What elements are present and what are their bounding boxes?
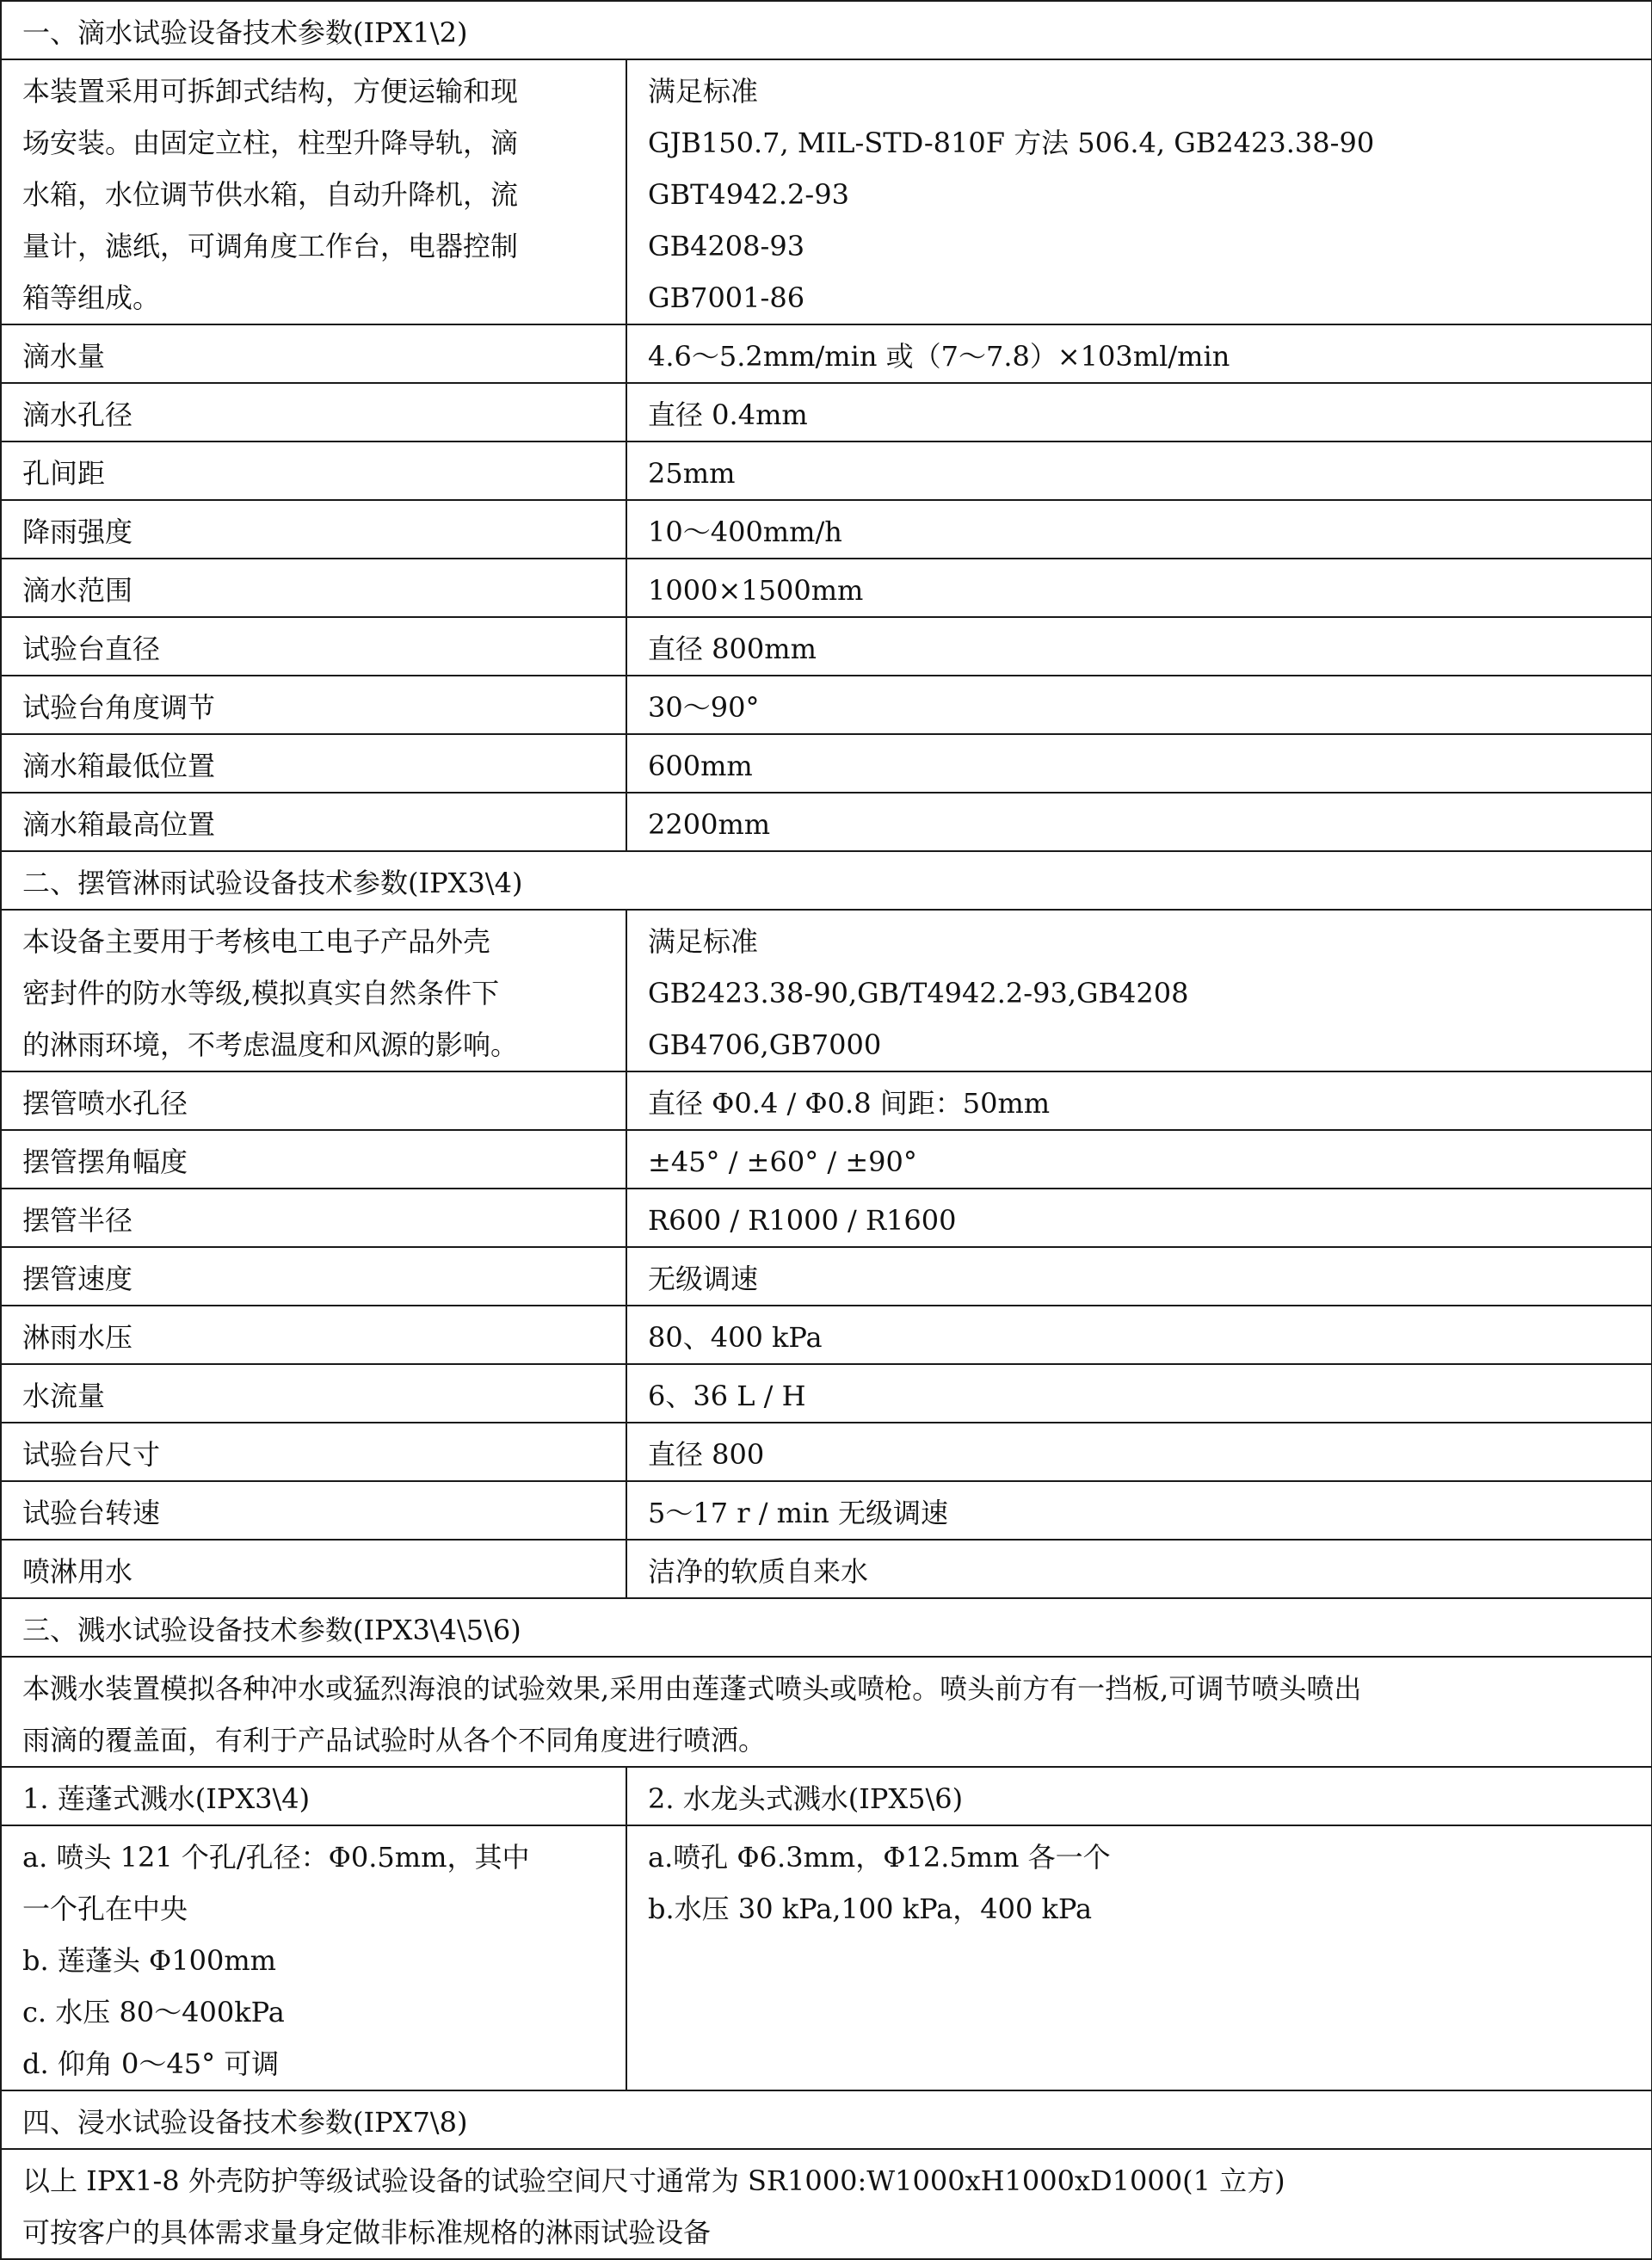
param-row: [1, 793, 1652, 851]
description-line: 的淋雨环境，不考虑温度和风源的影响。: [22, 1028, 519, 1061]
param-label: 摆管摆角幅度: [1, 1130, 626, 1189]
param-label: 滴水箱最低位置: [1, 734, 626, 793]
subsection-header-row: [1, 1767, 1652, 1825]
param-label: 试验台尺寸: [1, 1423, 626, 1481]
param-label: 水流量: [1, 1364, 626, 1423]
detail-line: b. 莲蓬头 Φ100mm: [22, 1944, 277, 1977]
param-label: 滴水孔径: [1, 383, 626, 442]
note-cell: [1, 2149, 1652, 2259]
standards-line: GB2423.38-90,GB/T4942.2-93,GB4208: [648, 977, 1189, 1010]
param-value: 5～17 r / min 无级调速: [626, 1481, 1652, 1540]
standards-cell: [626, 910, 1652, 1071]
description-cell: [1, 910, 626, 1071]
section-title: 三、溅水试验设备技术参数(IPX3\4\5\6): [1, 1598, 1652, 1657]
param-row: [1, 1423, 1652, 1481]
param-value: 无级调速: [626, 1247, 1652, 1306]
param-value: 2200mm: [626, 793, 1652, 851]
detail-line: b.水压 30 kPa,100 kPa，400 kPa: [648, 1893, 1093, 1925]
param-label: 降雨强度: [1, 500, 626, 559]
param-label: 摆管速度: [1, 1247, 626, 1306]
param-value: 25mm: [626, 442, 1652, 500]
param-value: 1000×1500mm: [626, 559, 1652, 617]
param-row: [1, 383, 1652, 442]
param-value: 4.6～5.2mm/min 或（7～7.8）×103ml/min: [626, 324, 1652, 383]
param-row: [1, 617, 1652, 676]
description-cell: [1, 59, 626, 324]
description-line: 量计，滤纸，可调角度工作台，电器控制: [22, 230, 519, 262]
description-row: [1, 1657, 1652, 1767]
param-label: 摆管半径: [1, 1189, 626, 1247]
param-value: 洁净的软质自来水: [626, 1540, 1652, 1598]
description-line: 本设备主要用于考核电工电子产品外壳: [22, 925, 491, 958]
note-row: [1, 2149, 1652, 2259]
standards-line: GB4208-93: [648, 230, 805, 262]
detail-line: a.喷孔 Φ6.3mm，Φ12.5mm 各一个: [648, 1841, 1111, 1874]
param-label: 试验台角度调节: [1, 676, 626, 734]
showerhead-details: [1, 1825, 626, 2090]
param-value: 10～400mm/h: [626, 500, 1652, 559]
section-title: 四、浸水试验设备技术参数(IPX7\8): [1, 2090, 1652, 2149]
section-header-row: [1, 1, 1652, 59]
description-line: 水箱，水位调节供水箱，自动升降机，流: [22, 178, 519, 211]
standards-cell: [626, 59, 1652, 324]
param-row: [1, 1130, 1652, 1189]
section-title: 二、摆管淋雨试验设备技术参数(IPX3\4): [1, 851, 1652, 910]
detail-line: a. 喷头 121 个孔/孔径：Φ0.5mm，其中: [22, 1841, 530, 1874]
standards-line: GB7001-86: [648, 281, 805, 314]
param-value: 80、400 kPa: [626, 1306, 1652, 1364]
param-value: 30～90°: [626, 676, 1652, 734]
param-value: 直径 800: [626, 1423, 1652, 1481]
param-value: ±45° / ±60° / ±90°: [626, 1130, 1652, 1189]
param-value: 直径 0.4mm: [626, 383, 1652, 442]
param-row: [1, 1481, 1652, 1540]
param-value: R600 / R1000 / R1600: [626, 1189, 1652, 1247]
param-label: 滴水量: [1, 324, 626, 383]
param-row: [1, 442, 1652, 500]
description-line: 本溅水装置模拟各种冲水或猛烈海浪的试验效果,采用由莲蓬式喷头或喷枪。喷头前方有一挡板,可调节喷头喷出: [22, 1672, 1362, 1705]
param-label: 孔间距: [1, 442, 626, 500]
note-line: 以上 IPX1-8 外壳防护等级试验设备的试验空间尺寸通常为 SR1000:W1000xH1000xD1000(1 立方): [22, 2164, 1285, 2197]
param-row: [1, 1247, 1652, 1306]
param-label: 喷淋用水: [1, 1540, 626, 1598]
standards-line: GBT4942.2-93: [648, 178, 849, 211]
subsection-title-showerhead: 1. 莲蓬式溅水(IPX3\4): [1, 1767, 626, 1825]
param-value: 直径 800mm: [626, 617, 1652, 676]
description-line: 场安装。由固定立柱，柱型升降导轨，滴: [22, 127, 519, 159]
description-cell: [1, 1657, 1652, 1767]
standards-line: GJB150.7, MIL-STD-810F 方法 506.4, GB2423.38-90: [648, 127, 1375, 159]
param-row: [1, 1189, 1652, 1247]
detail-line: d. 仰角 0～45° 可调: [22, 2047, 280, 2080]
standards-line: 满足标准: [648, 925, 759, 958]
param-row: [1, 1364, 1652, 1423]
param-row: [1, 734, 1652, 793]
nozzle-details: [626, 1825, 1652, 2090]
param-row: [1, 500, 1652, 559]
description-line: 箱等组成。: [22, 281, 161, 314]
description-line: 密封件的防水等级,模拟真实自然条件下: [22, 977, 500, 1010]
param-label: 滴水范围: [1, 559, 626, 617]
param-row: [1, 559, 1652, 617]
description-line: 雨滴的覆盖面，有利于产品试验时从各个不同角度进行喷洒。: [22, 1724, 767, 1757]
section-header-row: [1, 851, 1652, 910]
param-row: [1, 1071, 1652, 1130]
param-label: 试验台直径: [1, 617, 626, 676]
param-row: [1, 1306, 1652, 1364]
subsection-title-nozzle: 2. 水龙头式溅水(IPX5\6): [626, 1767, 1652, 1825]
param-label: 淋雨水压: [1, 1306, 626, 1364]
param-value: 6、36 L / H: [626, 1364, 1652, 1423]
param-value: 600mm: [626, 734, 1652, 793]
subsection-detail-row: [1, 1825, 1652, 2090]
note-line: 可按客户的具体需求量身定做非标准规格的淋雨试验设备: [22, 2216, 712, 2249]
description-row: [1, 910, 1652, 1071]
param-label: 摆管喷水孔径: [1, 1071, 626, 1130]
description-line: 本装置采用可拆卸式结构，方便运输和现: [22, 75, 519, 108]
section-header-row: [1, 1598, 1652, 1657]
param-label: 滴水箱最高位置: [1, 793, 626, 851]
param-row: [1, 324, 1652, 383]
standards-line: GB4706,GB7000: [648, 1028, 882, 1061]
param-row: [1, 676, 1652, 734]
detail-line: 一个孔在中央: [22, 1893, 188, 1925]
param-label: 试验台转速: [1, 1481, 626, 1540]
standards-line: 满足标准: [648, 75, 759, 108]
detail-line: c. 水压 80～400kPa: [22, 1996, 285, 2028]
description-row: [1, 59, 1652, 324]
param-value: 直径 Φ0.4 / Φ0.8 间距：50mm: [626, 1071, 1652, 1130]
param-row: [1, 1540, 1652, 1598]
section-title: 一、滴水试验设备技术参数(IPX1\2): [1, 1, 1652, 59]
section-header-row: [1, 2090, 1652, 2149]
